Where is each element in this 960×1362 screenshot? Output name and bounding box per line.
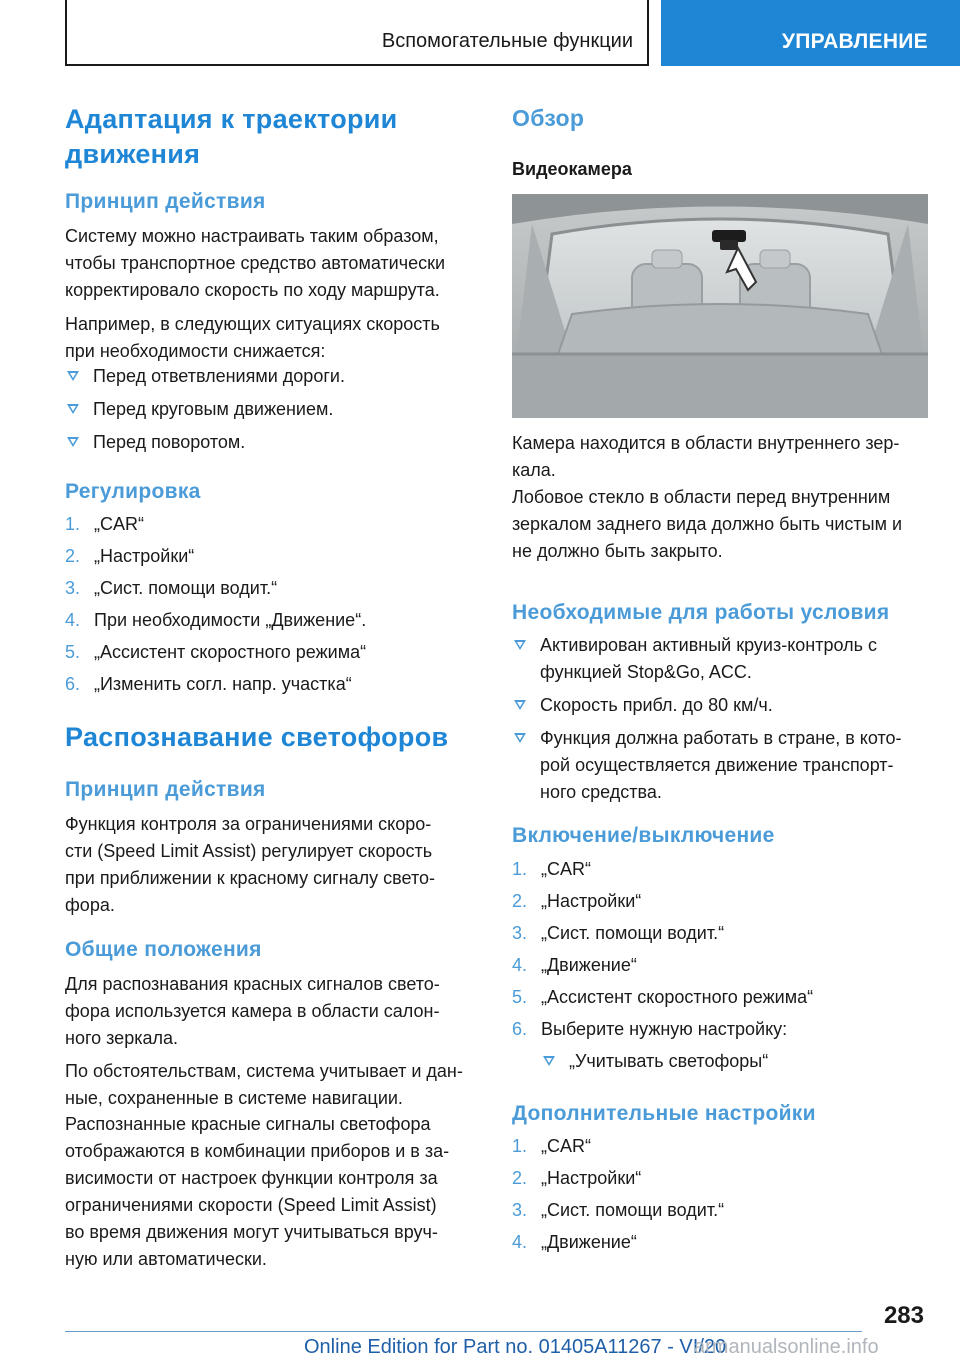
text-line: Распознанные красные сигналы светофора <box>65 1114 431 1134</box>
list-item <box>65 543 194 570</box>
list-item <box>512 952 637 979</box>
step-number: 5. <box>65 642 81 662</box>
text-line: висимости от настроек функции контроля за <box>65 1168 438 1188</box>
footer-edition: Online Edition for Part no. 01405A11267 - VI/20 <box>304 1336 727 1358</box>
list-item <box>512 984 813 1011</box>
paragraph-principle-1 <box>65 223 445 304</box>
list-item <box>65 511 144 538</box>
step-text: „Движение“ <box>541 955 637 975</box>
triangle-bullet-icon <box>67 371 79 381</box>
text-line: Систему можно настраивать таким образом, <box>65 226 439 246</box>
triangle-bullet-icon <box>514 640 526 650</box>
paragraph-general-2 <box>65 1058 463 1112</box>
list-item <box>65 607 366 634</box>
list-item <box>65 639 366 666</box>
text-line: Например, в следующих ситуациях скорость <box>65 314 440 334</box>
heading-regulation: Регулировка <box>65 480 201 503</box>
step-text: „Сист. помощи водит.“ <box>94 578 278 598</box>
step-number: 1. <box>65 514 81 534</box>
step-number: 4. <box>512 1232 528 1252</box>
list-item <box>65 575 277 602</box>
heading-principle-1: Принцип действия <box>65 190 266 213</box>
text-line: Для распознавания красных сигналов свето- <box>65 974 440 994</box>
list-item <box>512 632 877 686</box>
paragraph-general-3 <box>65 1111 449 1273</box>
list-item-text: Перед поворотом. <box>93 432 246 452</box>
heading-on-off: Включение/выключение <box>512 824 775 847</box>
text-line: Камера находится в области внутреннего зер- <box>512 433 900 453</box>
text-line: Функция контроля за ограничениями скоро- <box>65 814 432 834</box>
text-line: при приближении к красному сигналу свето- <box>65 868 435 888</box>
paragraph-example <box>65 311 440 365</box>
watermark: armanualsonline.info <box>694 1336 879 1358</box>
list-item <box>65 429 245 456</box>
list-item-text: Активирован активный круиз-контроль с <box>540 635 877 655</box>
page-number: 283 <box>883 1302 924 1329</box>
heading-camera: Видеокамера <box>512 159 632 179</box>
text-line: фора используется камера в области салон- <box>65 1001 440 1021</box>
text-line: кала. <box>512 460 556 480</box>
step-text: „Настройки“ <box>94 546 195 566</box>
title-line: движения <box>65 139 201 169</box>
text-line: ограничениями скорости (Speed Limit Assist) <box>65 1195 437 1215</box>
step-text: „CAR“ <box>541 859 591 879</box>
list-item <box>65 671 352 698</box>
step-text: „CAR“ <box>94 514 144 534</box>
step-text: „Изменить согл. напр. участка“ <box>94 674 352 694</box>
step-text: Выберите нужную настройку: <box>541 1019 788 1039</box>
title-route-adaptation <box>65 102 398 172</box>
list-item <box>512 692 773 719</box>
list-item-text: „Учитывать светофоры“ <box>569 1051 769 1071</box>
step-number: 2. <box>512 1168 528 1188</box>
header-section-box <box>65 0 649 66</box>
step-text: „Ассистент скоростного режима“ <box>541 987 814 1007</box>
title-line: Адаптация к траектории <box>65 104 398 134</box>
step-number: 6. <box>65 674 81 694</box>
list-item <box>512 1165 641 1192</box>
text-line: корректировало скорость по ходу маршрута. <box>65 280 440 300</box>
step-number: 3. <box>512 923 528 943</box>
step-text: „Настройки“ <box>541 891 642 911</box>
paragraph-principle-2 <box>65 811 435 919</box>
text-line: во время движения могут учитываться вруч- <box>65 1222 438 1242</box>
text-line: зеркалом заднего вида должно быть чистым и <box>512 514 903 534</box>
step-number: 4. <box>512 955 528 975</box>
step-text: „Настройки“ <box>541 1168 642 1188</box>
step-number: 2. <box>512 891 528 911</box>
list-item-text: ного средства. <box>540 782 662 802</box>
triangle-bullet-icon <box>543 1056 555 1066</box>
header-chapter-tab <box>661 0 960 66</box>
paragraph-camera-1 <box>512 430 899 484</box>
step-text: „Сист. помощи водит.“ <box>541 1200 725 1220</box>
step-text: „Сист. помощи водит.“ <box>541 923 725 943</box>
text-line: отображаются в комбинации приборов и в за- <box>65 1141 450 1161</box>
step-number: 3. <box>512 1200 528 1220</box>
step-text: „Движение“ <box>541 1232 637 1252</box>
header-section-title: Вспомогательные функции <box>381 30 633 52</box>
triangle-bullet-icon <box>514 700 526 710</box>
list-item-text: рой осуществляется движение транспорт- <box>540 755 894 775</box>
text-line: чтобы транспортное средство автоматически <box>65 253 446 273</box>
heading-principle-2: Принцип действия <box>65 778 266 801</box>
list-item <box>541 1048 768 1075</box>
triangle-bullet-icon <box>514 733 526 743</box>
list-item <box>512 856 591 883</box>
list-item <box>512 1197 724 1224</box>
list-item <box>512 1229 637 1256</box>
text-line: ного зеркала. <box>65 1028 179 1048</box>
list-item-text: Скорость прибл. до 80 км/ч. <box>540 695 773 715</box>
list-item <box>512 1016 787 1043</box>
text-line: фора. <box>65 895 115 915</box>
text-line: сти (Speed Limit Assist) регулирует скорость <box>65 841 433 861</box>
list-item-text: Перед круговым движением. <box>93 399 334 419</box>
footer-divider <box>65 1331 862 1332</box>
text-line: при необходимости снижается: <box>65 341 326 361</box>
step-number: 1. <box>512 1136 528 1156</box>
text-line: не должно быть закрыто. <box>512 541 723 561</box>
text-line: Лобовое стекло в области перед внутренним <box>512 487 891 507</box>
list-item <box>512 888 641 915</box>
list-item <box>65 396 333 423</box>
camera-location-photo <box>512 194 928 418</box>
text-line: ные, сохраненные в системе навигации. <box>65 1088 403 1108</box>
list-item-text: функцией Stop&Go, ACC. <box>540 662 752 682</box>
step-number: 6. <box>512 1019 528 1039</box>
triangle-bullet-icon <box>67 437 79 447</box>
paragraph-camera-2 <box>512 484 902 565</box>
triangle-bullet-icon <box>67 404 79 414</box>
step-number: 1. <box>512 859 528 879</box>
step-number: 4. <box>65 610 81 630</box>
list-item-text: Перед ответвлениями дороги. <box>93 366 345 386</box>
list-item <box>512 920 724 947</box>
list-item <box>65 363 345 390</box>
heading-requirements: Необходимые для работы условия <box>512 601 890 624</box>
list-item-text: Функция должна работать в стране, в кото- <box>540 728 902 748</box>
car-interior-illustration <box>512 194 928 418</box>
text-line: По обстоятельствам, система учитывает и дан- <box>65 1061 463 1081</box>
heading-general: Общие положения <box>65 938 262 961</box>
step-text: При необходимости „Движение“. <box>94 610 367 630</box>
list-item <box>512 725 902 806</box>
list-item <box>512 1133 591 1160</box>
text-line: ную или автоматически. <box>65 1249 267 1269</box>
title-traffic-light-recognition: Распознавание светофоров <box>65 722 449 752</box>
step-number: 2. <box>65 546 81 566</box>
paragraph-general-1 <box>65 971 440 1052</box>
heading-overview: Обзор <box>512 105 585 131</box>
header-chapter-title: УПРАВЛЕНИЕ <box>781 30 928 53</box>
step-number: 3. <box>65 578 81 598</box>
step-number: 5. <box>512 987 528 1007</box>
step-text: „Ассистент скоростного режима“ <box>94 642 367 662</box>
heading-extra-settings: Дополнительные настройки <box>512 1102 816 1125</box>
step-text: „CAR“ <box>541 1136 591 1156</box>
